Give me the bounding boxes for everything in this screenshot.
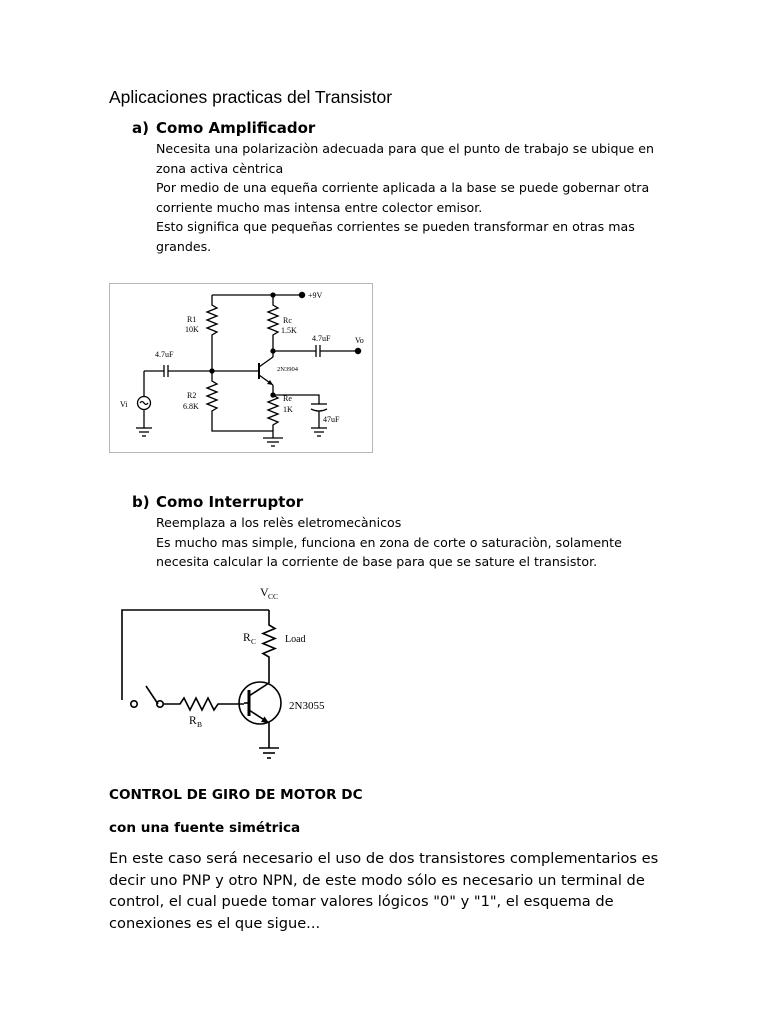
- section-a-line: Por medio de una equeña corriente aplicada a la base se puede gobernar otra: [156, 180, 650, 195]
- r1-name: R1: [187, 315, 197, 324]
- vo-label: Vo: [355, 336, 364, 345]
- section-b-line: necesita calcular la corriente de base para que se sature el transistor.: [156, 554, 598, 569]
- section-a-paragraph: [156, 139, 716, 256]
- motor-line: conexiones es el que sigue...: [109, 914, 321, 932]
- input-cap-label: 4.7uF: [155, 350, 174, 359]
- section-a-line: zona activa cèntrica: [156, 160, 284, 176]
- section-a-heading: [132, 119, 315, 137]
- motor-heading: CONTROL DE GIRO DE MOTOR DC: [109, 787, 363, 803]
- motor-line: En este caso será necesario el uso de dos transistores complementarios es: [109, 850, 659, 867]
- rb-subscript: B: [197, 720, 203, 729]
- motor-line: control, el cual puede tomar valores lógicos "0" y "1", el esquema de: [109, 893, 614, 910]
- section-b-heading: [132, 493, 303, 511]
- section-b-title: Como Interruptor: [156, 493, 304, 511]
- section-a-line: Esto significa que pequeñas corrientes se pueden transformar en otras mas: [156, 219, 635, 234]
- vcc-label: +9V: [308, 291, 323, 300]
- vcc-subscript: CC: [268, 592, 279, 601]
- transistor-label: 2N3904: [277, 366, 298, 373]
- section-a-line: corriente mucho mas intensa entre colector emisor.: [156, 199, 483, 215]
- load-label: Load: [285, 634, 306, 645]
- vi-label: Vi: [120, 400, 128, 409]
- r1-value: 10K: [185, 325, 199, 334]
- amplifier-circuit-diagram: [109, 283, 374, 454]
- motor-paragraph: [109, 848, 729, 934]
- r2-name: R2: [187, 391, 197, 400]
- vcc-main: V: [260, 585, 269, 599]
- ce-label: 47uF: [323, 415, 340, 424]
- section-a-label: a): [132, 119, 149, 137]
- transistor-2n3055-label: 2N3055: [289, 700, 325, 712]
- section-b-label: b): [132, 493, 150, 511]
- r2-value: 6.8K: [183, 402, 199, 411]
- re-value: 1K: [283, 405, 293, 414]
- switch-circuit-diagram: [112, 580, 352, 770]
- rc-subscript: C: [251, 637, 257, 646]
- re-name: Re: [283, 394, 292, 403]
- section-a-line: grandes.: [156, 238, 212, 254]
- section-b-paragraph: [156, 513, 716, 572]
- page-title: Aplicaciones practicas del Transistor: [109, 87, 393, 107]
- motor-line: decir uno PNP y otro NPN, de este modo sólo es necesario un terminal de: [109, 871, 645, 889]
- section-b-line: Es mucho mas simple, funciona en zona de corte o saturaciòn, solamente: [156, 534, 622, 550]
- motor-subheading: con una fuente simétrica: [109, 820, 301, 836]
- rc-name: Rc: [283, 316, 292, 325]
- section-a-title: Como Amplificador: [156, 119, 316, 137]
- rc-main: R: [243, 632, 251, 644]
- rb-main: R: [189, 715, 197, 727]
- section-a-line: Necesita una polarizaciòn adecuada para que el punto de trabajo se ubique en: [156, 141, 655, 156]
- section-b-line: Reemplaza a los relès eletromecànicos: [156, 515, 402, 530]
- rc-value: 1.5K: [281, 326, 297, 335]
- output-cap-label: 4.7uF: [312, 334, 331, 343]
